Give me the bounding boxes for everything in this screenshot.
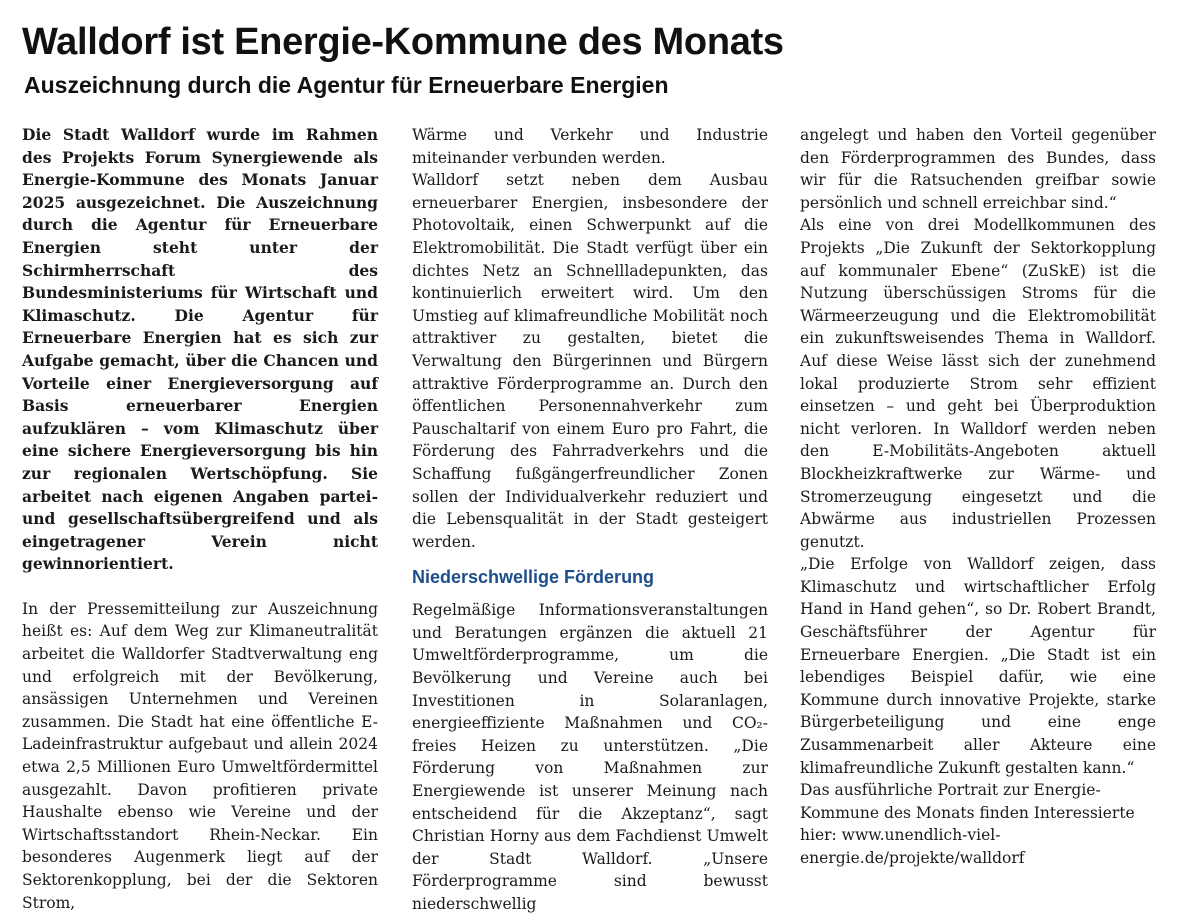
column-2 — [412, 124, 768, 916]
subheadline: Auszeichnung durch die Agentur für Erneuerbare Energien — [24, 72, 669, 98]
headline: Walldorf ist Energie-Kommune des Monats — [22, 21, 784, 63]
lead-paragraph: Die Stadt Walldorf wurde im Rahmen des Projekts Forum Synergiewende als Energie-Kommune des Monats Januar 2025 ausgezeichnet. Die Auszeichnung durch die Agentur für Erneuerbare Energien steht unter der Schirmherrschaft des Bundesministeriums für Wirtschaft und Klimaschutz. Die Agentur für Erneuerbare Energien hat es sich zur Aufgabe gemacht, über die Chancen und Vorteile einer Energieversorgung auf Basis erneuerbarer Energien aufzuklären – vom Klimaschutz über eine sichere Energieversorgung bis hin zur regionalen Wertschöpfung. Sie arbeitet nach eigenen Angaben partei- und gesellschaftsübergreifend und als eingetragener Verein nicht gewinnorientiert. — [22, 125, 378, 574]
body-paragraph: Walldorf setzt neben dem Ausbau erneuerbarer Energien, insbesondere der Photovoltaik, einen Schwerpunkt auf die Elektromobilität. Die Stadt verfügt über ein dichtes Netz an Schnellladepunkten, das kontinuierlich erweitert wird. Um den Umstieg auf klimafreundliche Mobilität noch attraktiver zu gestalten, bietet die Verwaltung den Bürgerinnen und Bürgern attraktive Förderprogramme an. Durch den öffentlichen Personennahverkehr zum Pauschaltarif von einem Euro pro Fahrt, die Förderung des Fahrradverkehrs und die Schaffung fußgängerfreundlicher Zonen sollen der Individualverkehr reduziert und die Lebensqualität in der Stadt gesteigert werden. — [412, 171, 768, 551]
quote-paragraph: „Die Erfolge von Walldorf zeigen, dass Klimaschutz und wirtschaftlicher Erfolg Hand in Hand gehen“, so Dr. Robert Brandt, Geschäftsführer der Agentur für Erneuerbare Energien. „Die Stadt ist ein lebendiges Beispiel dafür, wie eine Kommune durch innovative Projekte, starke Bürgerbeteiligung und eine enge Zusammenarbeit aller Akteure eine klimafreundliche Zukunft gestalten kann.“ — [800, 555, 1156, 777]
body-paragraph: angelegt und haben den Vorteil gegenüber den Förderprogrammen des Bundes, dass wir für die Ratsuchenden greifbar sowie persönlich und schnell erreichbar sind.“ — [800, 126, 1156, 212]
closing-paragraph: Das ausführliche Portrait zur Energie-Kommune des Monats finden Interessierte hier: www.unendlich-viel-energie.de/projekte/walldorf — [800, 781, 1135, 867]
column-3 — [800, 124, 1156, 870]
column-1 — [22, 124, 378, 914]
body-paragraph: Wärme und Verkehr und Industrie miteinander verbunden werden. — [412, 126, 768, 167]
body-paragraph: Als eine von drei Modellkommunen des Projekts „Die Zukunft der Sektorkopplung auf kommunaler Ebene“ (ZuSkE) ist die Nutzung überschüssigen Stroms für die Wärmeerzeugung und die Elektromobilität ein zukunftsweisendes Thema in Walldorf. Auf diese Weise lässt sich der zunehmend lokal produzierte Strom sehr effizient einsetzen – und geht bei Überproduktion nicht verloren. In Walldorf werden neben den E-Mobilitäts-Angeboten aktuell Blockheizkraftwerke zur Wärme- und Stromerzeugung eingesetzt und die Abwärme aus industriellen Prozessen genutzt. — [800, 216, 1156, 551]
body-paragraph: In der Pressemitteilung zur Auszeichnung heißt es: Auf dem Weg zur Klimaneutralität arbeitet die Walldorfer Stadtverwaltung eng und erfolgreich mit der Bevölkerung, ansässigen Unternehmen und Vereinen zusammen. Die Stadt hat eine öffentliche E-Ladeinfrastruktur aufgebaut und allein 2024 etwa 2,5 Millionen Euro Umweltfördermittel ausgezahlt. Davon profitieren private Haushalte ebenso wie Vereine und der Wirtschaftsstandort Rhein-Neckar. Ein besonderes Augenmerk liegt auf der Sektorenkopplung, bei der die Sektoren Strom, — [22, 599, 378, 912]
body-paragraph: Regelmäßige Informationsveranstaltungen und Beratungen ergänzen die aktuell 21 Umweltförderprogramme, um die Bevölkerung und Vereine auch bei Investitionen in Solaranlagen, energieeffiziente Maßnahmen und CO₂-freies Heizen zu unterstützen. „Die Förderung von Maßnahmen zur Energiewende ist unserer Meinung nach entscheidend für die Akzeptanz“, sagt Christian Horny aus dem Fachdienst Umwelt der Stadt Walldorf. „Unsere Förderprogramme sind bewusst niederschwellig — [412, 601, 768, 913]
section-heading: Niederschwellige Förderung — [412, 567, 655, 588]
